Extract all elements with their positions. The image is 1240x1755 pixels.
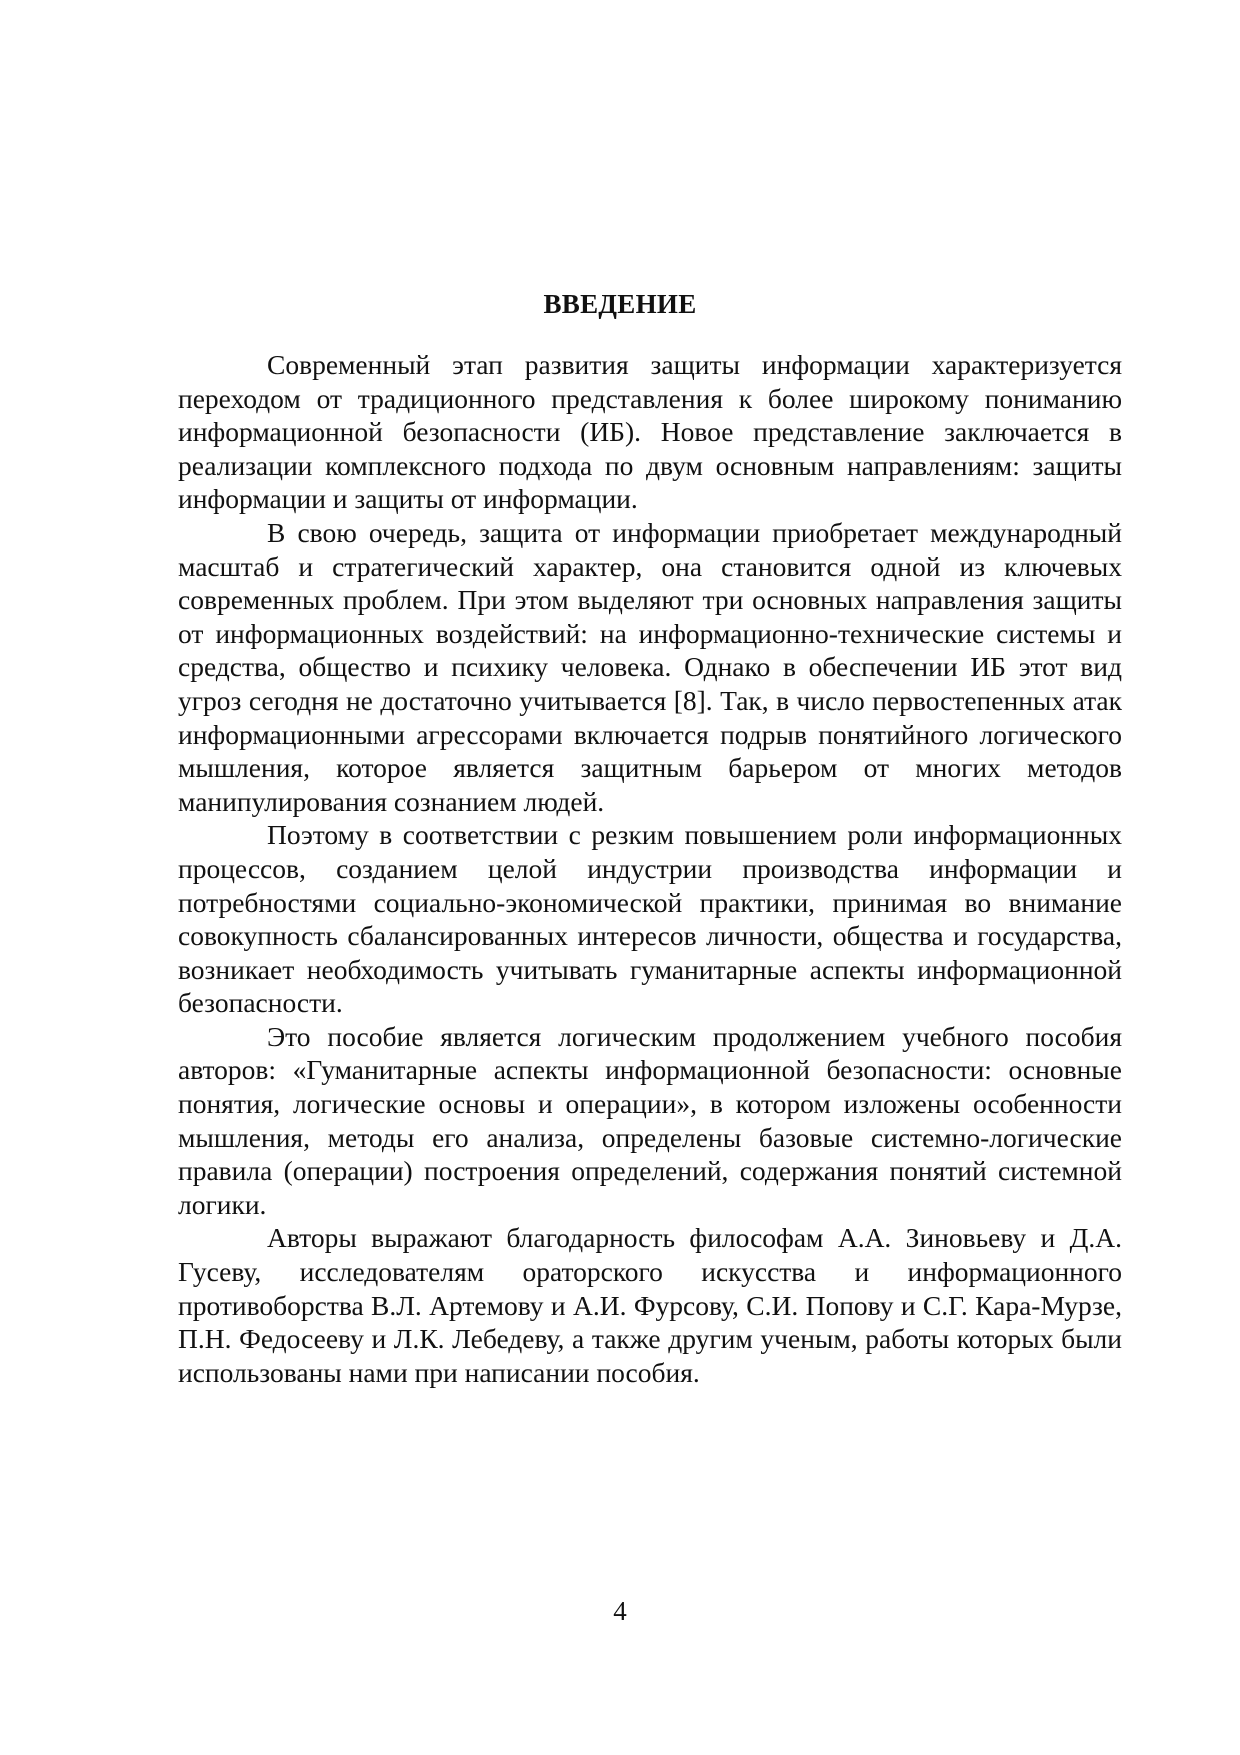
body-text xyxy=(178,348,1122,1389)
paragraph-4: Это пособие является логическим продолжением учебного пособия авторов: «Гуманитарные аспекты информационной безопасности: основные понятия, логические основы и операции», в котором изложены особенности мышления, методы его анализа, определены базовые системно-логические правила (операции) построения определений, содержания понятий системной логики. xyxy=(178,1020,1122,1220)
page-number: 4 xyxy=(613,1596,627,1626)
paragraph-2: В свою очередь, защита от информации приобретает международный масштаб и стратегический характер, она становится одной из ключевых современных проблем. При этом выделяют три основных направления защиты от информационных воздействий: на информационно-технические системы и средства, общество и психику человека. Однако в обеспечении ИБ этот вид угроз сегодня не достаточно учитывается [8]. Так, в число первостепенных атак информационными агрессорами включается подрыв понятийного логического мышления, которое является защитным барьером от многих методов манипулирования сознанием людей. xyxy=(178,516,1122,817)
paragraph-3: Поэтому в соответствии с резким повышением роли информационных процессов, созданием целой индустрии производства информации и потребностями социально-экономической практики, принимая во внимание совокупность сбалансированных интересов личности, общества и государства, возникает необходимость учитывать гуманитарные аспекты информационной безопасности. xyxy=(178,819,1122,1019)
section-heading: ВВЕДЕНИЕ xyxy=(543,289,697,319)
paragraph-5: Авторы выражают благодарность философам А.А. Зиновьеву и Д.А. Гусеву, исследователям ораторского искусства и информационного противоборства В.Л. Артемову и А.И. Фурсову, С.И. Попову и С.Г. Кара-Мурзе, П.Н. Федосееву и Л.К. Лебедеву, а также другим ученым, работы которых были использованы нами при написании пособия. xyxy=(178,1222,1122,1388)
paragraph-1: Современный этап развития защиты информации характеризуется переходом от традиционного представления к более широкому пониманию информационной безопасности (ИБ). Новое представление заключается в реализации комплексного подхода по двум основным направлениям: защиты информации и защиты от информации. xyxy=(178,349,1122,515)
